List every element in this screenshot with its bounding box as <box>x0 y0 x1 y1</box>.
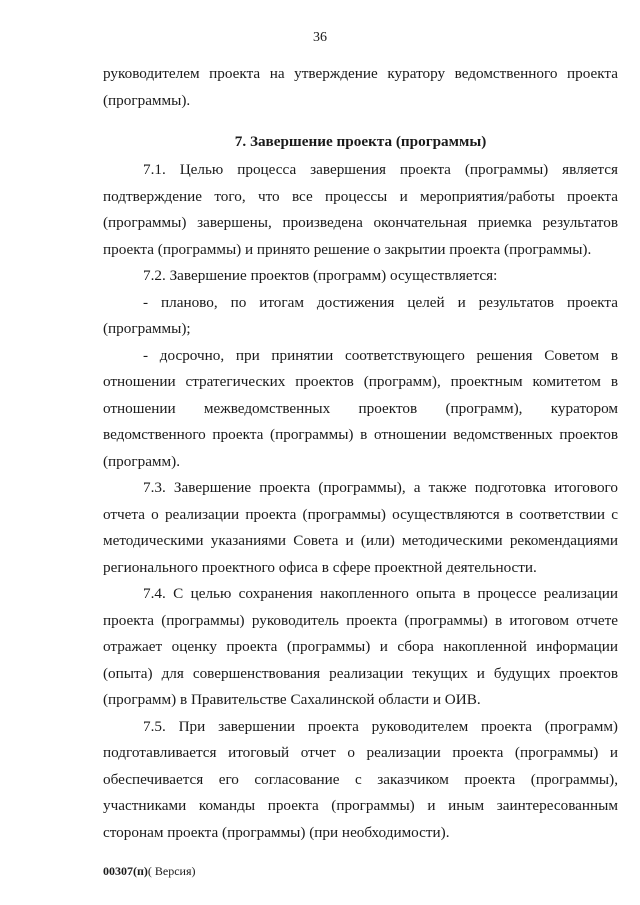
section-heading: 7. Завершение проекта (программы) <box>234 133 487 150</box>
paragraph-7-2: 7.2. Завершение проектов (программ) осуществляется: <box>143 267 498 284</box>
continued-paragraph <box>103 61 618 114</box>
continued-text: руководителем проекта на утверждение куратору ведомственного проекта (программы). <box>103 65 618 109</box>
paragraph-7-3: 7.3. Завершение проекта (программы), а также подготовка итогового отчета о реализации проекта (программы) осуществляются в соответствии с методическими указаниями Совета и (или) методическими рекомендациями регионального проектного офиса в сфере проектной деятельности. <box>103 479 618 576</box>
document-footer <box>103 864 196 879</box>
section-body <box>103 157 618 846</box>
document-version: ( Версия) <box>147 864 196 878</box>
document-code: 00307(п) <box>103 864 148 878</box>
paragraph-7-1: 7.1. Целью процесса завершения проекта (программы) является подтверждение того, что все процессы и мероприятия/работы проекта (программы) завершены, произведена окончательная приемка результатов проекта (программы) и принято решение о закрытии проекта (программы). <box>103 161 618 258</box>
paragraph-7-4: 7.4. С целью сохранения накопленного опыта в процессе реализации проекта (программы) руководитель проекта (программы) в итоговом отчете отражает оценку проекта (программы) и сбора накопленной информации (опыта) для совершенствования реализации текущих и будущих проектов (программ) в Правительстве Сахалинской области и ОИВ. <box>103 585 618 708</box>
list-item-early: - досрочно, при принятии соответствующего решения Советом в отношении стратегических проектов (программ), проектным комитетом в отношении межведомственных проектов (программ), куратором ведомственного проекта (программы) в отношении ведомственных проектов (программ). <box>103 346 618 470</box>
list-item-planned: - планово, по итогам достижения целей и результатов проекта (программы); <box>103 293 618 337</box>
paragraph-7-5: 7.5. При завершении проекта руководителем проекта (программ) подготавливается итоговый отчет о реализации проекта (программы) и обеспечивается его согласование с заказчиком проекта (программы), участниками команды проекта (программы) и иным заинтересованным сторонам проекта (программы) (при необходимости). <box>103 717 618 841</box>
page-number: 36 <box>313 30 327 45</box>
